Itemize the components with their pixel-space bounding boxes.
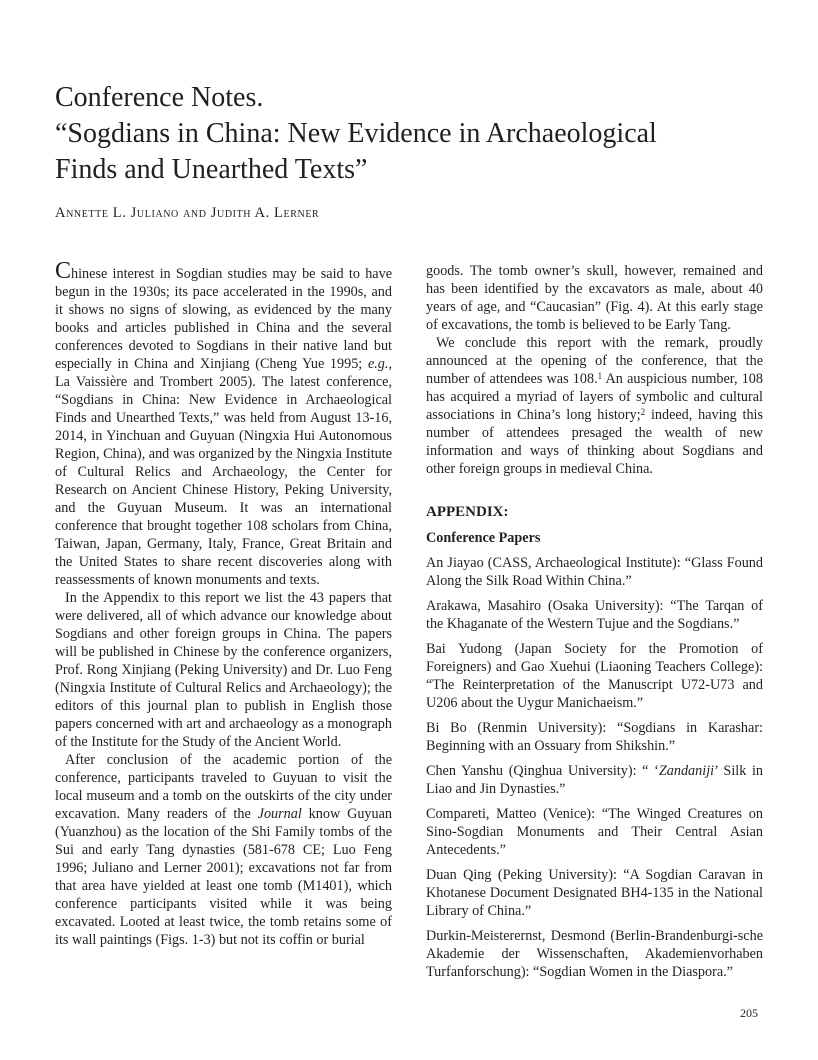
paper-entry: Arakawa, Masahiro (Osaka University): “The Tarqan of the Khaganate of the Western Tujue and the Sogdians.” [426,598,763,632]
title-line: Conference Notes. [55,82,264,113]
intro-paragraph: Chinese interest in Sogdian studies may be said to have begun in the 1930s; its pace accelerated in the 1990s, and it shows no signs of slowing, as evidenced by the many books and articles published in China and the several conferences devoted to Sogdians in their native land but especially in China and Xinjiang (Cheng Yue 1995; e.g., La Vaissière and Trombert 2005). The latest conference, “Sogdians in China: New Evidence in Archaeological Finds and Unearthed Texts,” was held from August 13-16, 2014, in Yinchuan and Guyuan (Ningxia Hui Autonomous Region, China), and was organized by the Ningxia Institute of Cultural Relics and Archaeology, the Center for Research on Ancient Chinese History, Peking University, and the Guyuan Museum. It was an international conference that brought together 108 scholars from China, Taiwan, Japan, Germany, Italy, France, Great Britain and the United States to share recent discoveries along with reassessments of known monuments and texts. [55,258,393,588]
right-column [426,262,763,988]
left-column [55,258,393,949]
papers-heading: Conference Papers [426,530,541,546]
footnote-ref[interactable]: 1 [597,371,603,381]
paper-entry: An Jiayao (CASS, Archaeological Institute): “Glass Found Along the Silk Road Within China.” [426,555,763,589]
title-line: “Sogdians in China: New Evidence in Archaeological [55,118,657,149]
article-title [55,80,775,188]
footnote-ref[interactable]: 2 [640,407,646,417]
paper-entry: Duan Qing (Peking University): “A Sogdian Caravan in Khotanese Document Designated BH4-135 in the National Library of China.” [426,867,763,919]
title-line: Finds and Unearthed Texts” [55,154,368,185]
paper-entry: Bai Yudong (Japan Society for the Promotion of Foreigners) and Gao Xuehui (Liaoning Teachers College): “The Reinterpretation of the Manuscript U72-U73 and U206 about the Uygur Manichaeism.” [426,641,763,711]
appendix-paragraph: In the Appendix to this report we list the 43 papers that were delivered, all of which advance our knowledge about Sogdians and other foreign groups in China. The papers will be published in Chinese by the conference organizers, Prof. Rong Xinjiang (Peking University) and Dr. Luo Feng (Ningxia Institute of Cultural Relics and Archaeology); the editors of this journal plan to publish in English those papers concerned with art and archaeology as a monograph of the Institute for the Study of the Ancient World. [55,590,392,750]
paper-entry: Chen Yanshu (Qinghua University): “ ‘Zandaniji’ Silk in Liao and Jin Dynasties.” [426,763,764,797]
paper-entry: Compareti, Matteo (Venice): “The Winged Creatures on Sino-Sogdian Monuments and Their Central Asian Antecedents.” [426,806,763,858]
tomb-paragraph: goods. The tomb owner’s skull, however, remained and has been identified by the excavators as male, about 40 years of age, and “Caucasian” (Fig. 4). At this early stage of excavations, the tomb is believed to be Early Tang. [426,263,763,333]
drop-cap: C [55,258,72,284]
author-names: Annette L. Juliano and Judith A. Lerner [55,205,320,221]
excursion-paragraph: After conclusion of the academic portion of the conference, participants traveled to Guyuan to visit the local museum and a tomb on the outskirts of the city under excavation. Many readers of the Journal know Guyuan (Yuanzhou) as the location of the Shi Family tombs of the Sui and early Tang dynasties (581-678 CE; Luo Feng 1996; Juliano and Lerner 2001); excavations not far from that area have yielded at least one tomb (M1401), which conference participants visited while it was being excavated. Looted at least twice, the tomb retains some of its wall paintings (Figs. 1-3) but not its coffin or burial [55,752,392,948]
page-number: 205 [740,1006,758,1020]
conclusion-paragraph: We conclude this report with the remark, proudly announced at the opening of the conference, that the number of attendees was 108.$^1$ An auspicious number, 108 has acquired a myriad of layers of symbolic and cultural associations in China’s long history;$^2$ indeed, having this number of attendees presaged the wealth of new information and ways of thinking about Sogdians and other foreign groups in medieval China. [426,335,763,477]
paper-entry: Bi Bo (Renmin University): “Sogdians in Karashar: Beginning with an Ossuary from Shikshin.” [426,720,763,754]
appendix-heading: APPENDIX: [426,504,509,520]
paper-entry: Durkin-Meisterernst, Desmond (Berlin-Brandenburgi-sche Akademie der Wissenschaften, Akademienvorhaben Turfanforschung): “Sogdian Women in the Diaspora.” [426,928,763,980]
